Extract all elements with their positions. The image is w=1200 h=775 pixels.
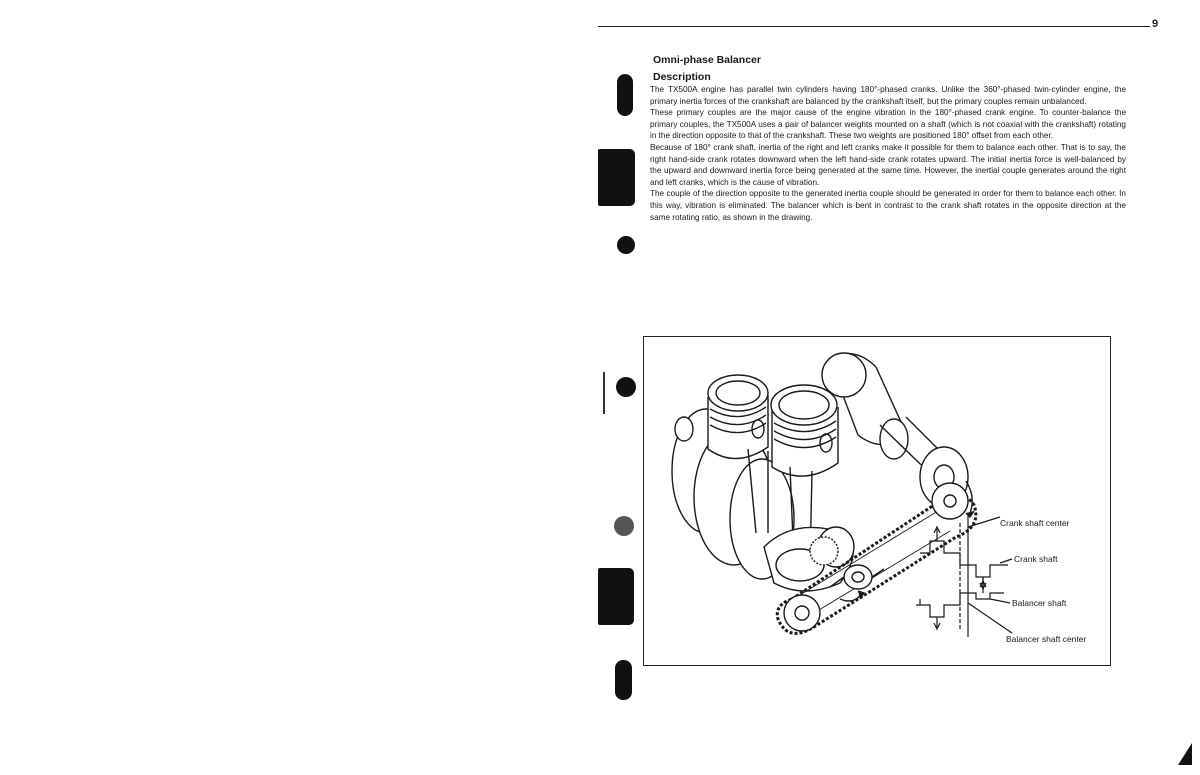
binder-hole-4	[616, 377, 636, 397]
page-header-rule	[598, 26, 1150, 27]
paragraph-3: Because of 180° crank shaft, inertia of the right and left cranks make it possible for them to balance each other. That is to say, the right hand-side crank rotates downward when the left hand-side crank rotates upward. The initial inertia force is well-balanced by the upward and downward inertia force being generated at the same time. However, the inertial couple generates around the right and left cranks, which is the cause of vibration.	[650, 142, 1126, 187]
paragraph-2: These primary couples are the major cause of the engine vibration in the 180°-phased crank engine. To counter-balance the primary couples, the TX500A uses a pair of balancer weights mounted on a shaft (which is not coaxial with the crankshaft) rotating in the direction opposite to that of the crankshaft. These two weights are positioned 180° offset from each other.	[650, 108, 1126, 141]
section-title: Omni-phase Balancer	[653, 54, 761, 66]
binder-hole-5	[614, 516, 634, 536]
description-body	[650, 84, 1126, 223]
paragraph-1: The TX500A engine has parallel twin cylinders having 180°-phased cranks. Unlike the 360°-phased twin-cylinder engine, the primary inertia forces of the crankshaft are balanced by the crankshaft itself, but the primary couples remain unbalanced.	[650, 85, 1126, 106]
corner-mark	[1178, 743, 1192, 765]
binder-hole-3	[617, 236, 635, 254]
binder-hole-2	[598, 149, 635, 206]
section-subtitle: Description	[653, 71, 711, 83]
paragraph-4: The couple of the direction opposite to the generated inertia couple should be generated in order for them to balance each other. In this way, vibration is eliminated. The balancer which is bent in contrast to the crank shaft rotates in the opposite direction at the same rotating ratio, as shown in the drawing.	[650, 189, 1126, 222]
engine-illustration	[644, 337, 1110, 665]
page-number: 9	[1152, 18, 1159, 30]
crank-shaft-center-label: Crank shaft center	[1000, 518, 1070, 528]
crank-shaft-label: Crank shaft	[1014, 554, 1058, 564]
binder-hole-6	[598, 568, 634, 625]
binder-hole-7	[615, 660, 632, 700]
balancer-shaft-center-label: Balancer shaft center	[1006, 634, 1087, 644]
balancer-shaft-label: Balancer shaft	[1012, 598, 1067, 608]
engine-balancer-figure	[643, 336, 1111, 666]
binder-hole-1	[617, 74, 633, 116]
scan-mark	[603, 372, 605, 414]
